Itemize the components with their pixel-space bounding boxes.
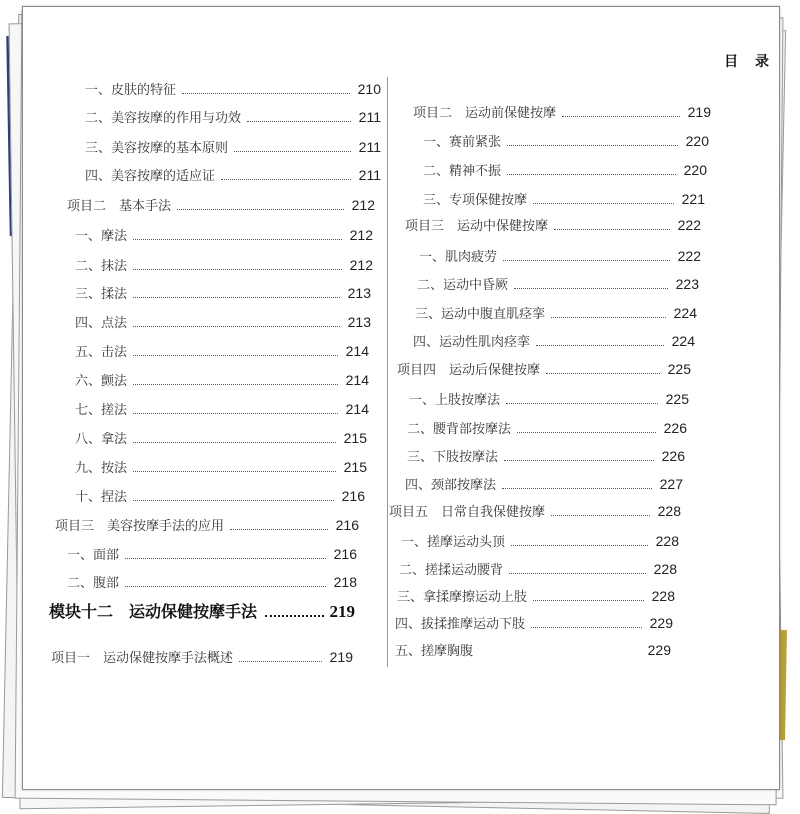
page-header: 目 录: [724, 54, 775, 70]
page-number: 215: [343, 430, 367, 446]
column-divider: [387, 77, 388, 667]
toc-project-entry: 项目二 运动前保健按摩 219: [413, 104, 711, 121]
page-number: 228: [655, 533, 679, 549]
toc-entry: 十、捏法 216: [75, 488, 365, 505]
page-number: 222: [677, 248, 701, 264]
page-number: 228: [657, 503, 681, 519]
page-number: 219: [329, 649, 353, 665]
toc-entry: 一、上肢按摩法 225: [409, 391, 689, 408]
page-number: 224: [673, 305, 697, 321]
module-heading: 模块十二 运动保健按摩手法 219: [49, 602, 355, 621]
toc-project-entry: 项目三 运动中保健按摩 222: [405, 217, 701, 234]
toc-entry: 一、赛前紧张 220: [423, 133, 709, 150]
toc-entry: 三、运动中腹直肌痉挛 224: [415, 305, 697, 322]
toc-entry: 三、专项保健按摩 221: [423, 191, 705, 208]
toc-entry: 四、点法 213: [75, 314, 371, 331]
page-number: 211: [358, 139, 381, 155]
toc-entry: 一、面部 216: [67, 546, 357, 563]
toc-project-entry: 项目三 美容按摩手法的应用 216: [55, 517, 359, 534]
toc-entry: 三、拿揉摩擦运动上肢 228: [397, 588, 675, 605]
page-number: 228: [653, 561, 677, 577]
page-number: 222: [677, 217, 701, 233]
page-number: 213: [347, 314, 371, 330]
toc-entry: 一、摩法 212: [75, 227, 373, 244]
toc-entry: 二、美容按摩的作用与功效 211: [85, 109, 381, 126]
page-number: 213: [347, 285, 371, 301]
page-number: 220: [683, 162, 707, 178]
toc-project-entry: 项目二 基本手法 212: [67, 197, 375, 214]
page-number: 223: [675, 276, 699, 292]
toc-entry: 二、精神不振 220: [423, 162, 707, 179]
page-number: 219: [687, 104, 711, 120]
page-number: 229: [647, 642, 671, 658]
page-number: 215: [343, 459, 367, 475]
page-number: 214: [345, 401, 369, 417]
toc-entry: 二、抹法 212: [75, 257, 373, 274]
page-number: 212: [349, 257, 373, 273]
page-number: 210: [357, 81, 381, 97]
page-number: 225: [667, 361, 691, 377]
toc-entry: 八、拿法 215: [75, 430, 367, 447]
page-number: 221: [681, 191, 705, 207]
toc-entry: 五、击法 214: [75, 343, 369, 360]
page-number: 216: [335, 517, 359, 533]
page-number: 214: [345, 343, 369, 359]
toc-entry: 五、搓摩胸腹 229: [395, 642, 671, 659]
page-number: 229: [649, 615, 673, 631]
page-number: 216: [333, 546, 357, 562]
page-number: 224: [671, 333, 695, 349]
toc-project-entry: 项目一 运动保健按摩手法概述 219: [51, 649, 353, 666]
toc-entry: 二、腹部 218: [67, 574, 357, 591]
toc-entry: 六、颤法 214: [75, 372, 369, 389]
page-number: 212: [351, 197, 375, 213]
toc-entry: 三、美容按摩的基本原则 211: [85, 139, 381, 156]
toc-entry: 九、按法 215: [75, 459, 367, 476]
page-number: 220: [685, 133, 709, 149]
page-number: 212: [349, 227, 373, 243]
page-number: 227: [659, 476, 683, 492]
toc-entry: 二、运动中昏厥 223: [417, 276, 699, 293]
toc-entry: 四、美容按摩的适应证 211: [85, 167, 381, 184]
toc-page: [22, 6, 780, 790]
toc-entry: 二、腰背部按摩法 226: [407, 420, 687, 437]
toc-entry: 四、拔揉推摩运动下肢 229: [395, 615, 673, 632]
page-number: 226: [661, 448, 685, 464]
page-number: 226: [663, 420, 687, 436]
page-number: 211: [358, 109, 381, 125]
toc-entry: 一、搓摩运动头顶 228: [401, 533, 679, 550]
page-number: 216: [341, 488, 365, 504]
page-number: 225: [665, 391, 689, 407]
toc-project-entry: 项目四 运动后保健按摩 225: [397, 361, 691, 378]
page-number: 218: [333, 574, 357, 590]
page-number: 219: [329, 602, 355, 621]
toc-entry: 七、搓法 214: [75, 401, 369, 418]
page-number: 214: [345, 372, 369, 388]
toc-entry: 三、揉法 213: [75, 285, 371, 302]
toc-entry: 四、运动性肌肉痉挛 224: [413, 333, 695, 350]
toc-entry: 一、肌肉疲劳 222: [419, 248, 701, 265]
toc-entry: 一、皮肤的特征 210: [85, 81, 381, 98]
page-number: 211: [358, 167, 381, 183]
page-number: 228: [651, 588, 675, 604]
toc-entry: 二、搓揉运动腰背 228: [399, 561, 677, 578]
toc-project-entry: 项目五 日常自我保健按摩 228: [389, 503, 681, 520]
toc-entry: 四、颈部按摩法 227: [405, 476, 683, 493]
toc-entry: 三、下肢按摩法 226: [407, 448, 685, 465]
